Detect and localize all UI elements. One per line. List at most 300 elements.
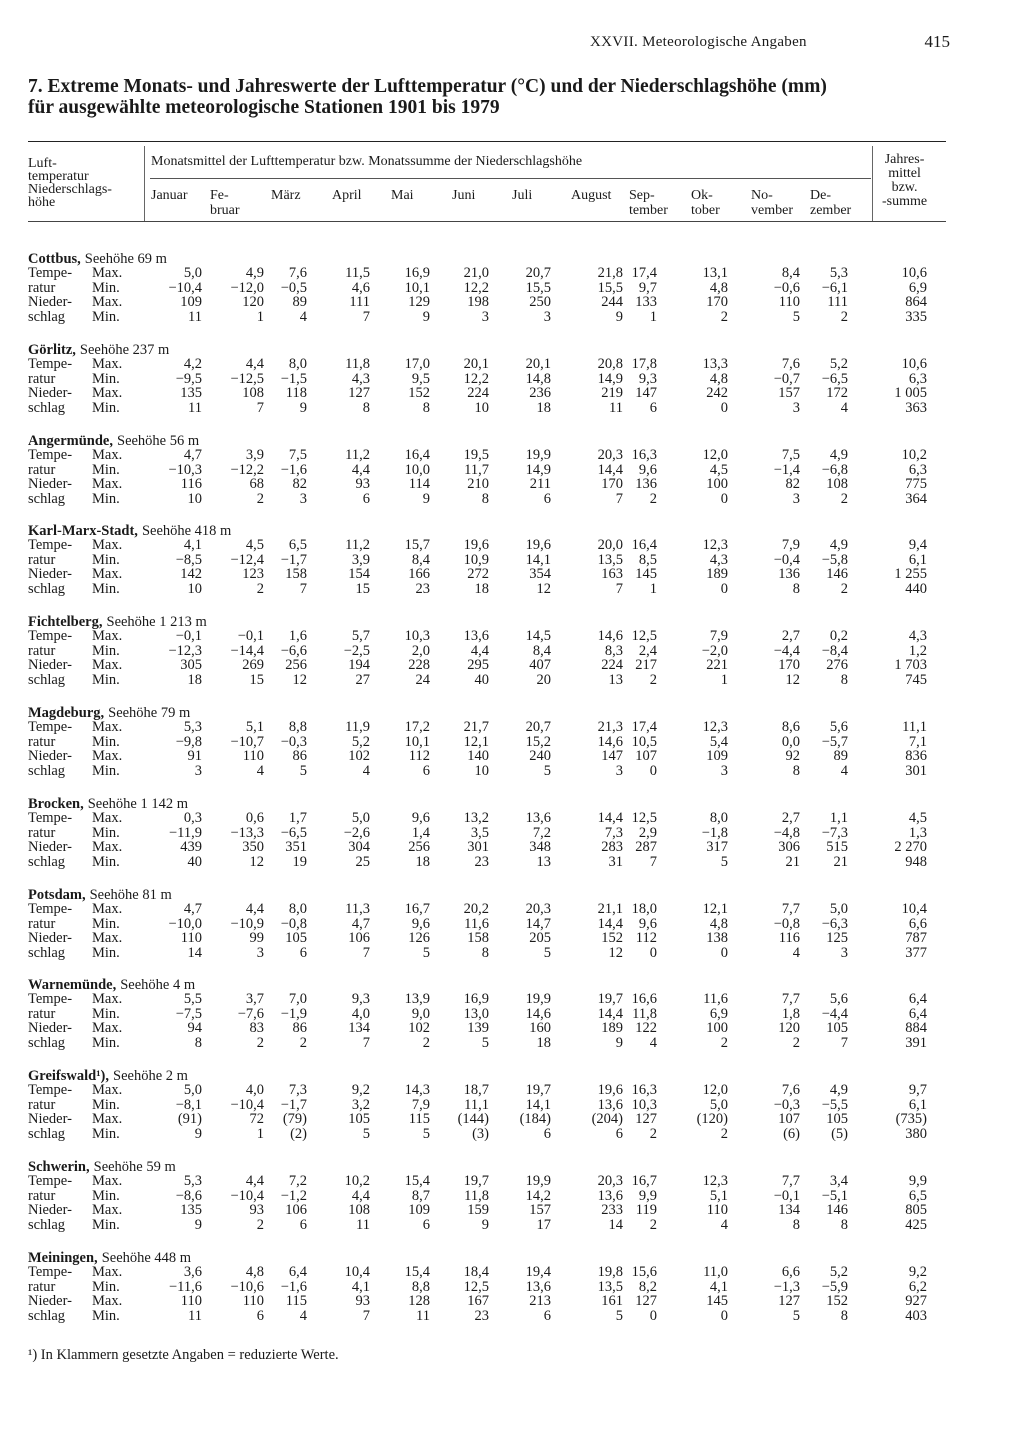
data-cell: 10,4 — [344, 1264, 370, 1280]
data-cell: 380 — [905, 1125, 927, 1142]
data-cell: −1,8 — [701, 824, 728, 841]
row-label: schlag — [28, 944, 66, 961]
data-cell: 4 — [720, 1216, 728, 1233]
data-cell: 40 — [474, 671, 489, 688]
data-cell: 14,6 — [525, 1005, 551, 1022]
row-label: Tempe- — [28, 991, 73, 1007]
data-cell: 4,8 — [709, 279, 728, 296]
data-cell: 11,5 — [345, 265, 370, 281]
header-annual-line: bzw. — [891, 180, 918, 195]
row-label: ratur — [28, 824, 56, 841]
data-cell: 5 — [792, 308, 800, 325]
data-cell: −5,5 — [821, 1096, 848, 1113]
data-cell: 7,1 — [908, 733, 927, 750]
data-cell: 0 — [720, 944, 728, 961]
data-cell: 304 — [348, 839, 370, 855]
data-row — [28, 992, 958, 1007]
data-cell: −0,7 — [773, 370, 800, 387]
data-cell: 3,9 — [245, 447, 264, 463]
data-cell: 1 — [649, 580, 657, 597]
data-cell: 2 — [840, 308, 848, 325]
data-cell: −5,9 — [821, 1278, 848, 1295]
data-cell: 20,3 — [597, 447, 623, 463]
data-cell: 5,7 — [351, 628, 370, 644]
row-label: schlag — [28, 1125, 66, 1142]
data-cell: 14,5 — [525, 628, 551, 644]
data-cell: 12,5 — [631, 628, 657, 644]
data-cell: 12 — [785, 671, 800, 688]
data-cell: 8,4 — [411, 551, 430, 568]
header-month-line: Mai — [391, 188, 414, 203]
data-cell: 4 — [792, 944, 800, 961]
data-cell: 127 — [348, 385, 370, 401]
data-row — [28, 1098, 958, 1113]
data-row — [28, 295, 958, 310]
row-kind: Max. — [92, 628, 123, 644]
header-month-line: No- — [751, 188, 773, 203]
station-name: Karl-Marx-Stadt, — [28, 523, 138, 539]
data-cell: 142 — [180, 566, 202, 582]
data-cell: 16,6 — [631, 991, 657, 1007]
data-cell: −10,0 — [168, 915, 202, 932]
data-cell: −12,3 — [168, 642, 202, 659]
data-cell: 14,6 — [597, 733, 623, 750]
data-cell: 948 — [905, 853, 927, 870]
data-cell: 18,7 — [463, 1082, 489, 1098]
data-cell: 5,5 — [183, 991, 202, 1007]
data-cell: −2,5 — [343, 642, 370, 659]
data-row — [28, 917, 958, 932]
data-cell: 127 — [635, 1293, 657, 1309]
data-row — [28, 735, 958, 750]
data-cell: 86 — [292, 1020, 307, 1036]
data-cell: 92 — [785, 748, 800, 764]
row-label: schlag — [28, 399, 66, 416]
data-cell: 11,8 — [345, 356, 370, 372]
row-kind: Min. — [92, 1125, 120, 1142]
data-row — [28, 931, 958, 946]
data-cell: 224 — [601, 657, 623, 673]
header-month-line: Ok- — [691, 188, 713, 203]
data-cell: 3,7 — [245, 991, 264, 1007]
data-cell: 118 — [285, 385, 307, 401]
row-label: schlag — [28, 762, 66, 779]
data-cell: 19,6 — [525, 537, 551, 553]
data-cell: 4,4 — [470, 642, 489, 659]
row-kind: Max. — [92, 265, 123, 281]
data-cell: 157 — [529, 1202, 551, 1218]
data-cell: 105 — [348, 1111, 370, 1127]
data-cell: 10,6 — [901, 356, 927, 372]
header-month — [452, 188, 475, 203]
data-cell: 3,9 — [351, 551, 370, 568]
data-cell: 5 — [422, 944, 430, 961]
data-cell: 17,0 — [404, 356, 430, 372]
data-cell: −8,4 — [821, 642, 848, 659]
data-cell: 3 — [543, 308, 551, 325]
data-cell: (79) — [282, 1111, 307, 1127]
row-kind: Max. — [92, 1293, 123, 1309]
data-cell: 91 — [187, 748, 202, 764]
data-row — [28, 538, 958, 553]
data-cell: 0,3 — [183, 810, 202, 826]
data-cell: 19,6 — [463, 537, 489, 553]
data-cell: 16,4 — [404, 447, 430, 463]
data-cell: 7,9 — [709, 628, 728, 644]
data-cell: 109 — [408, 1202, 430, 1218]
data-row — [28, 946, 958, 961]
data-cell: 8 — [792, 762, 800, 779]
row-label: Tempe- — [28, 537, 73, 553]
station-elevation: Seehöhe 56 m — [117, 433, 200, 449]
data-cell: 11,7 — [464, 461, 489, 478]
data-cell: 4,1 — [709, 1278, 728, 1295]
data-cell: 12,5 — [463, 1278, 489, 1295]
data-cell: 3,5 — [470, 824, 489, 841]
header-month — [810, 188, 851, 218]
data-cell: 9,6 — [411, 810, 430, 826]
data-cell: −1,7 — [280, 1096, 307, 1113]
data-cell: 10 — [474, 399, 489, 416]
data-cell: (2) — [290, 1125, 307, 1142]
data-cell: 72 — [249, 1111, 264, 1127]
row-label: Nieder- — [28, 476, 72, 492]
row-label: schlag — [28, 580, 66, 597]
station-elevation: Seehöhe 418 m — [141, 523, 232, 539]
data-cell: −1,5 — [280, 370, 307, 387]
data-cell: (120) — [696, 1111, 728, 1127]
data-cell: −10,4 — [230, 1096, 264, 1113]
data-cell: 11,3 — [345, 901, 370, 917]
data-cell: 21 — [833, 853, 848, 870]
data-cell: 122 — [635, 1020, 657, 1036]
header-month — [691, 188, 720, 218]
data-cell: 8,0 — [288, 356, 307, 372]
data-cell: 0,0 — [781, 733, 800, 750]
data-cell: 116 — [778, 930, 800, 946]
data-cell: 4,6 — [351, 279, 370, 296]
data-cell: 14 — [187, 944, 202, 961]
data-cell: 109 — [180, 294, 202, 310]
data-cell: 5,1 — [245, 719, 264, 735]
data-cell: 9,9 — [908, 1173, 927, 1189]
data-cell: 4,7 — [351, 915, 370, 932]
header-annual — [882, 153, 927, 209]
data-cell: 403 — [905, 1307, 927, 1324]
data-cell: 1,8 — [781, 1005, 800, 1022]
data-cell: 14,3 — [404, 1082, 430, 1098]
data-cell: 350 — [242, 839, 264, 855]
data-cell: 115 — [285, 1293, 307, 1309]
header-month-line: Juli — [512, 188, 533, 203]
data-cell: 10 — [187, 580, 202, 597]
data-cell: 127 — [778, 1293, 800, 1309]
data-cell: 16,4 — [631, 537, 657, 553]
data-cell: (6) — [783, 1125, 800, 1142]
data-cell: 19,9 — [525, 447, 551, 463]
data-cell: 10,1 — [404, 733, 430, 750]
data-cell: 14,4 — [597, 810, 623, 826]
data-cell: 12,0 — [702, 1082, 728, 1098]
data-cell: 14,7 — [525, 915, 551, 932]
data-cell: 14,4 — [597, 461, 623, 478]
data-cell: 6 — [543, 1307, 551, 1324]
data-cell: 240 — [529, 748, 551, 764]
data-cell: 2 — [720, 308, 728, 325]
station-elevation: Seehöhe 2 m — [113, 1068, 188, 1084]
data-cell: 4,2 — [183, 356, 202, 372]
data-cell: 135 — [180, 385, 202, 401]
station-name: Fichtelberg, — [28, 614, 103, 630]
row-kind: Min. — [92, 279, 120, 296]
data-cell: −6,5 — [821, 370, 848, 387]
row-label: ratur — [28, 1187, 56, 1204]
data-cell: 10,6 — [901, 265, 927, 281]
data-cell: (91) — [177, 1111, 202, 1127]
data-cell: 317 — [706, 839, 728, 855]
data-cell: 12,3 — [702, 537, 728, 553]
data-cell: 7,9 — [781, 537, 800, 553]
data-cell: 7 — [362, 308, 370, 325]
data-cell: 1,7 — [288, 810, 307, 826]
station-name: Magdeburg, — [28, 705, 105, 721]
data-cell: 6 — [543, 1125, 551, 1142]
data-cell: 301 — [905, 762, 927, 779]
data-cell: 9 — [422, 490, 430, 507]
row-kind: Min. — [92, 370, 120, 387]
data-cell: 9,3 — [351, 991, 370, 1007]
data-cell: −6,1 — [821, 279, 848, 296]
data-cell: 9,4 — [908, 537, 927, 553]
data-cell: 21,7 — [463, 719, 489, 735]
row-kind: Max. — [92, 748, 123, 764]
header-month — [151, 188, 188, 203]
data-cell: 425 — [905, 1216, 927, 1233]
row-kind: Max. — [92, 719, 123, 735]
data-cell: −8,5 — [175, 551, 202, 568]
header-month-line: bruar — [210, 203, 240, 218]
data-cell: 7,3 — [604, 824, 623, 841]
data-cell: 10,2 — [344, 1173, 370, 1189]
header-annual-line: Jahres- — [884, 152, 925, 167]
data-cell: 9 — [481, 1216, 489, 1233]
header-rule — [28, 221, 946, 222]
row-label: ratur — [28, 461, 56, 478]
data-cell: 224 — [467, 385, 489, 401]
data-cell: 4,0 — [351, 1005, 370, 1022]
data-cell: 6 — [256, 1307, 264, 1324]
data-cell: −10,6 — [230, 1278, 264, 1295]
data-cell: 6,6 — [781, 1264, 800, 1280]
data-cell: 21,1 — [597, 901, 623, 917]
row-label: schlag — [28, 490, 66, 507]
data-cell: 5,6 — [829, 991, 848, 1007]
data-row — [28, 1083, 958, 1098]
data-cell: 3 — [481, 308, 489, 325]
row-kind: Min. — [92, 490, 120, 507]
data-row — [28, 1174, 958, 1189]
station-elevation: Seehöhe 448 m — [101, 1250, 192, 1266]
header-month-line: Juni — [452, 188, 476, 203]
data-cell: 2 — [720, 1034, 728, 1051]
data-cell: 93 — [355, 1293, 370, 1309]
data-cell: 4,3 — [351, 370, 370, 387]
data-cell: 2 — [840, 490, 848, 507]
data-cell: 13,2 — [463, 810, 489, 826]
data-cell: −4,4 — [821, 1005, 848, 1022]
data-cell: 15,4 — [404, 1264, 430, 1280]
data-cell: −10,3 — [168, 461, 202, 478]
data-cell: 5,4 — [709, 733, 728, 750]
row-kind: Min. — [92, 308, 120, 325]
row-kind: Max. — [92, 1082, 123, 1098]
data-row — [28, 1007, 958, 1022]
data-cell: 2,4 — [638, 642, 657, 659]
data-cell: 884 — [905, 1020, 927, 1036]
data-cell: 129 — [408, 294, 430, 310]
data-cell: 6,5 — [908, 1187, 927, 1204]
data-cell: 16,9 — [463, 991, 489, 1007]
data-cell: 12,2 — [463, 279, 489, 296]
data-cell: 166 — [408, 566, 430, 582]
header-month-line: zember — [810, 203, 852, 218]
data-cell: 112 — [635, 930, 657, 946]
row-label: ratur — [28, 1005, 56, 1022]
data-cell: 12 — [249, 853, 264, 870]
data-cell: 172 — [826, 385, 848, 401]
data-cell: 110 — [242, 1293, 264, 1309]
row-kind: Max. — [92, 566, 123, 582]
footnote: ¹) In Klammern gesetzte Angaben = reduzierte Werte. — [28, 1347, 339, 1363]
data-cell: 7,9 — [411, 1096, 430, 1113]
data-cell: −10,7 — [230, 733, 264, 750]
data-cell: 108 — [242, 385, 264, 401]
data-cell: 189 — [601, 1020, 623, 1036]
row-kind: Max. — [92, 1111, 123, 1127]
row-label: ratur — [28, 642, 56, 659]
data-cell: 10,3 — [404, 628, 430, 644]
data-cell: 93 — [249, 1202, 264, 1218]
data-cell: 5,3 — [183, 719, 202, 735]
data-cell: 12,1 — [702, 901, 728, 917]
data-cell: 12,2 — [463, 370, 489, 387]
data-cell: 4,3 — [709, 551, 728, 568]
data-cell: 109 — [706, 748, 728, 764]
data-cell: 6,9 — [908, 279, 927, 296]
data-cell: 21 — [785, 853, 800, 870]
data-cell: 0,2 — [829, 628, 848, 644]
data-cell: 1 — [256, 308, 264, 325]
table-title-line1: 7. Extreme Monats- und Jahreswerte der Lufttemperatur (°C) und der Niederschlagshöhe (mm) — [28, 76, 827, 97]
data-cell: 4,9 — [829, 537, 848, 553]
row-kind: Max. — [92, 1173, 123, 1189]
row-label: schlag — [28, 1034, 66, 1051]
data-cell: 157 — [778, 385, 800, 401]
data-row — [28, 401, 958, 416]
data-cell: 9,6 — [638, 915, 657, 932]
data-cell: 16,3 — [631, 447, 657, 463]
data-cell: 116 — [180, 476, 202, 492]
row-kind: Max. — [92, 356, 123, 372]
data-cell: 6,1 — [908, 551, 927, 568]
data-cell: (735) — [895, 1111, 927, 1127]
data-cell: 15,4 — [404, 1173, 430, 1189]
row-label: Tempe- — [28, 356, 73, 372]
data-cell: 5 — [299, 762, 307, 779]
data-cell: 15,5 — [525, 279, 551, 296]
data-cell: 17 — [536, 1216, 551, 1233]
data-row — [28, 266, 958, 281]
data-cell: 170 — [706, 294, 728, 310]
row-label: Nieder- — [28, 657, 72, 673]
data-cell: 170 — [778, 657, 800, 673]
data-cell: 205 — [529, 930, 551, 946]
data-cell: 6,3 — [908, 461, 927, 478]
row-label: schlag — [28, 1307, 66, 1324]
data-cell: 363 — [905, 399, 927, 416]
data-cell: 189 — [706, 566, 728, 582]
data-cell: 7 — [362, 1034, 370, 1051]
row-label: ratur — [28, 915, 56, 932]
data-cell: 2 — [649, 490, 657, 507]
data-cell: 4 — [840, 762, 848, 779]
data-cell: −0,6 — [773, 279, 800, 296]
row-kind: Min. — [92, 824, 120, 841]
data-cell: 19,8 — [597, 1264, 623, 1280]
header-month-line: August — [571, 188, 612, 203]
data-cell: (5) — [831, 1125, 848, 1142]
data-cell: 11 — [188, 399, 202, 416]
station-name: Angermünde, — [28, 433, 113, 449]
header-month-line: Fe- — [210, 188, 229, 203]
data-cell: 9 — [194, 1125, 202, 1142]
data-cell: −1,7 — [280, 551, 307, 568]
data-cell: 250 — [529, 294, 551, 310]
header-month — [512, 188, 532, 203]
data-cell: 152 — [826, 1293, 848, 1309]
data-cell: 19,9 — [525, 1173, 551, 1189]
data-cell: 5 — [481, 1034, 489, 1051]
data-cell: 5 — [543, 762, 551, 779]
data-cell: 6,1 — [908, 1096, 927, 1113]
data-cell: 102 — [348, 748, 370, 764]
data-cell: 0 — [720, 580, 728, 597]
data-cell: 10,9 — [463, 551, 489, 568]
data-cell: 154 — [348, 566, 370, 582]
header-month — [271, 188, 301, 203]
data-row — [28, 1203, 958, 1218]
data-cell: 8 — [840, 671, 848, 688]
data-cell: 351 — [285, 839, 307, 855]
data-cell: 2 — [840, 580, 848, 597]
header-group-title: Monatsmittel der Lufttemperatur bzw. Monatssumme der Niederschlagshöhe — [151, 154, 583, 169]
running-head: XXVII. Meteorologische Angaben — [590, 34, 807, 50]
data-cell: 9,2 — [908, 1264, 927, 1280]
data-cell: 1,3 — [908, 824, 927, 841]
data-cell: 6 — [615, 1125, 623, 1142]
data-cell: 4,1 — [351, 1278, 370, 1295]
data-cell: 6,3 — [908, 370, 927, 387]
data-row — [28, 357, 958, 372]
data-cell: −0,3 — [773, 1096, 800, 1113]
header-month — [571, 188, 611, 203]
data-cell: 23 — [474, 853, 489, 870]
station-name: Meiningen, — [28, 1250, 98, 1266]
data-cell: 2,7 — [781, 810, 800, 826]
data-cell: 89 — [292, 294, 307, 310]
data-cell: 20,3 — [525, 901, 551, 917]
row-label: ratur — [28, 733, 56, 750]
